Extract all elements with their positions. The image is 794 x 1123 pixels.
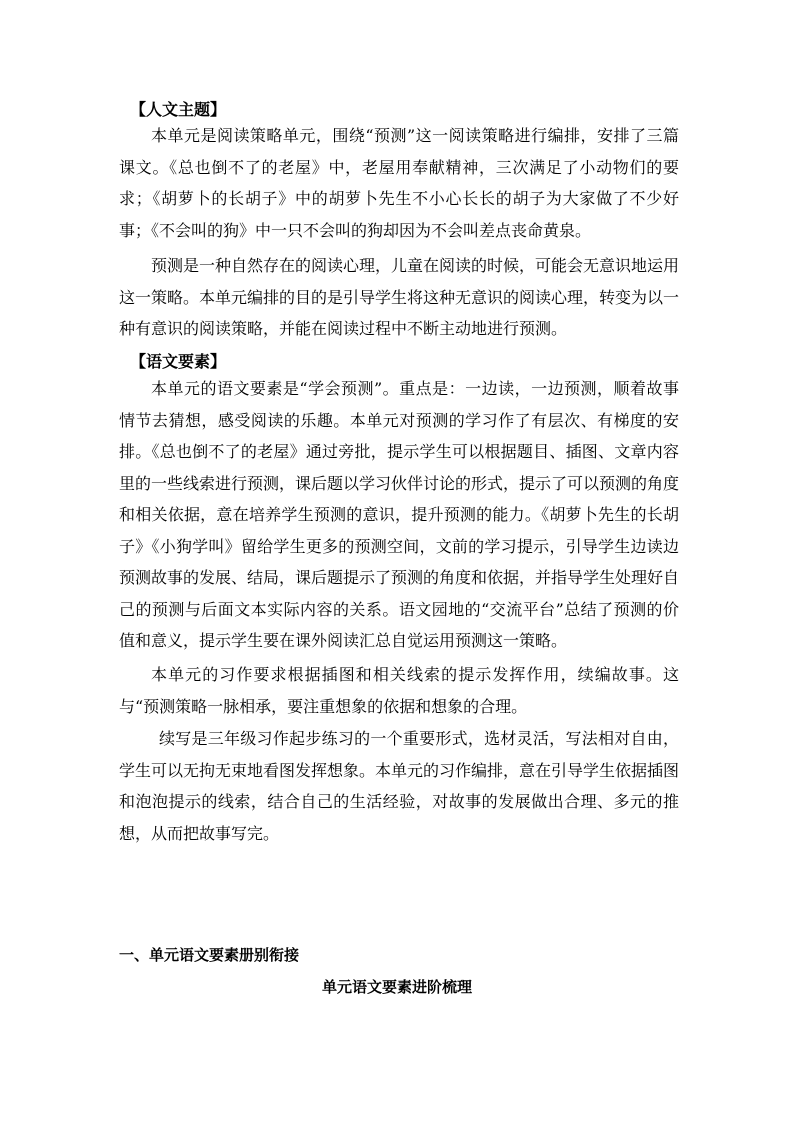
language-heading: 【语文要素】 bbox=[130, 352, 227, 371]
language-paragraph-1: 本单元的语文要素是“学会预测”。重点是：一边读，一边预测，顺着故事情节去猜想，感受阅读的乐趣。本单元对预测的学习作了有层次、有梯度的安排。《总也倒不了的老屋》通过旁批，提示学生可以根据题目、插图、文章内容里的一些线索进行预测，课后题以学习伙伴讨论的形式，提示了可以预测的角度和相关依据，意在培养学生预测的意识，提升预测的能力。《胡萝卜先生的长胡子》《小狗学叫》留给学生更多的预测空间，文前的学习提示，引导学生边读边预测故事的发展、结局，课后题提示了预测的角度和依据，并指导学生处理好自己的预测与后面文本实际内容的关系。语文园地的“交流平台”总结了预测的价值和意义，提示学生要在课外阅读汇总自觉运用预测这一策略。 bbox=[119, 379, 680, 650]
humanities-heading: 【人文主题】 bbox=[130, 100, 227, 119]
language-paragraph-3: 续写是三年级习作起步练习的一个重要形式，选材灵活，写法相对自由，学生可以无拘无束地看图发挥想象。本单元的习作编排，意在引导学生依据插图和泡泡提示的线索，结合自己的生活经验，对故事的发展做出合理、多元的推想，从而把故事写完。 bbox=[119, 729, 680, 843]
humanities-paragraph-2: 预测是一种自然存在的阅读心理，儿童在阅读的时候，可能会无意识地运用这一策略。本单元编排的目的是引导学生将这种无意识的阅读心理，转变为以一种有意识的阅读策略，并能在阅读过程中不断主动地进行预测。 bbox=[119, 256, 680, 338]
humanities-paragraph-1: 本单元是阅读策略单元，围绕“预测”这一阅读策略进行编排，安排了三篇课文。《总也倒不了的老屋》中，老屋用奉献精神，三次满足了小动物们的要求；《胡萝卜的长胡子》中的胡萝卜先生不小心长长的胡子为大家做了不少好事；《不会叫的狗》中一只不会叫的狗却因为不会叫差点丧命黄泉。 bbox=[119, 126, 679, 240]
section-subtitle: 单元语文要素进阶梳理 bbox=[321, 978, 472, 996]
section-title: 一、单元语文要素册别衔接 bbox=[119, 946, 300, 964]
language-paragraph-2: 本单元的习作要求根据插图和相关线索的提示发挥作用，续编故事。这与“预测策略一脉相承，要注重想象的依据和想象的合理。 bbox=[119, 665, 679, 716]
